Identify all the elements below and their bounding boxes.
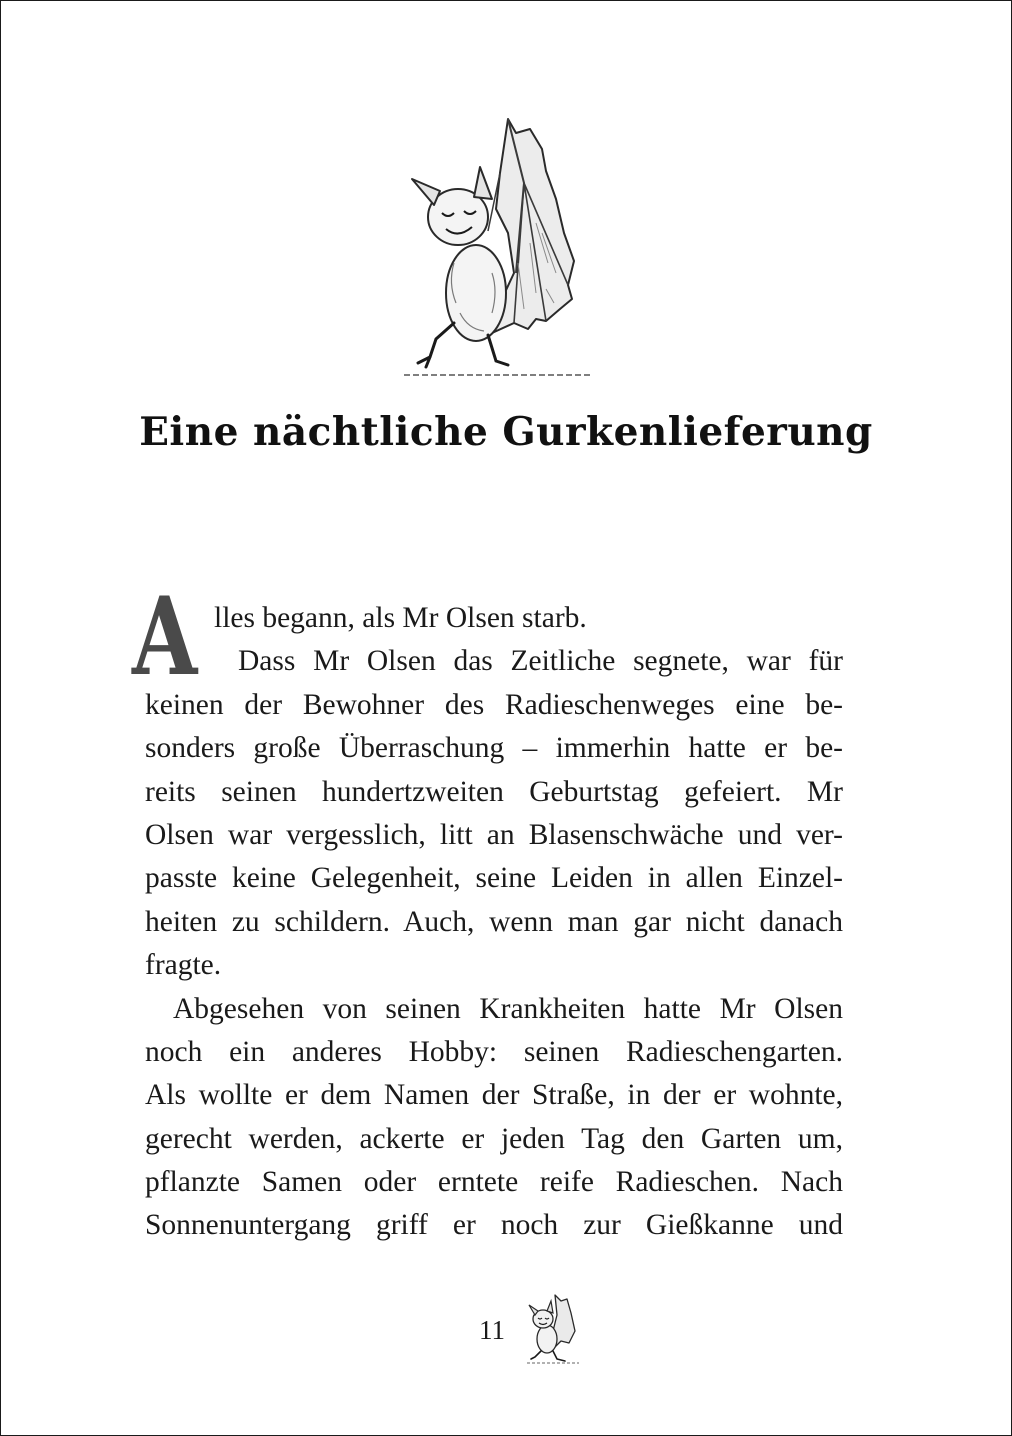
text-line: pflanzte Samen oder erntete reife Radieschen. Nach [145,1166,843,1199]
text-line: Olsen war vergesslich, litt an Blasenschwäche und ver- [145,818,843,851]
text-line: reits seinen hundertzweiten Geburtstag gefeiert. Mr [145,775,843,808]
small-bat-icon [525,1291,581,1365]
drop-cap: A [132,574,198,700]
text-line: Abgesehen von seinen Krankheiten hatte Mr Olsen [173,992,843,1025]
text-line: Sonnenuntergang griff er noch zur Gießkanne und [145,1209,843,1242]
page-footer [1,1291,1011,1371]
text-line: noch ein anderes Hobby: seinen Radieschengarten. [145,1035,843,1068]
text-line: gerecht werden, ackerte er jeden Tag den Garten um, [145,1122,843,1155]
text-line: heiten zu schildern. Auch, wenn man gar nicht danach [145,905,843,938]
page-number: 11 [479,1315,505,1345]
text-line: fragte. [145,949,222,982]
text-line: Dass Mr Olsen das Zeitliche segnete, war für [238,645,843,678]
chapter-title: Eine nächtliche Gurkenlieferung [139,409,873,455]
bat-illustration [396,113,596,385]
text-line: sonders große Überraschung – immerhin hatte er be- [145,732,843,765]
text-line: Als wollte er dem Namen der Straße, in der er wohnte, [145,1079,843,1112]
text-line: passte keine Gelegenheit, seine Leiden in allen Einzel- [145,862,843,895]
chapter-body [132,574,843,1248]
text-line: lles begann, als Mr Olsen starb. [214,602,587,634]
text-line: keinen der Bewohner des Radieschenweges eine be- [145,688,843,721]
